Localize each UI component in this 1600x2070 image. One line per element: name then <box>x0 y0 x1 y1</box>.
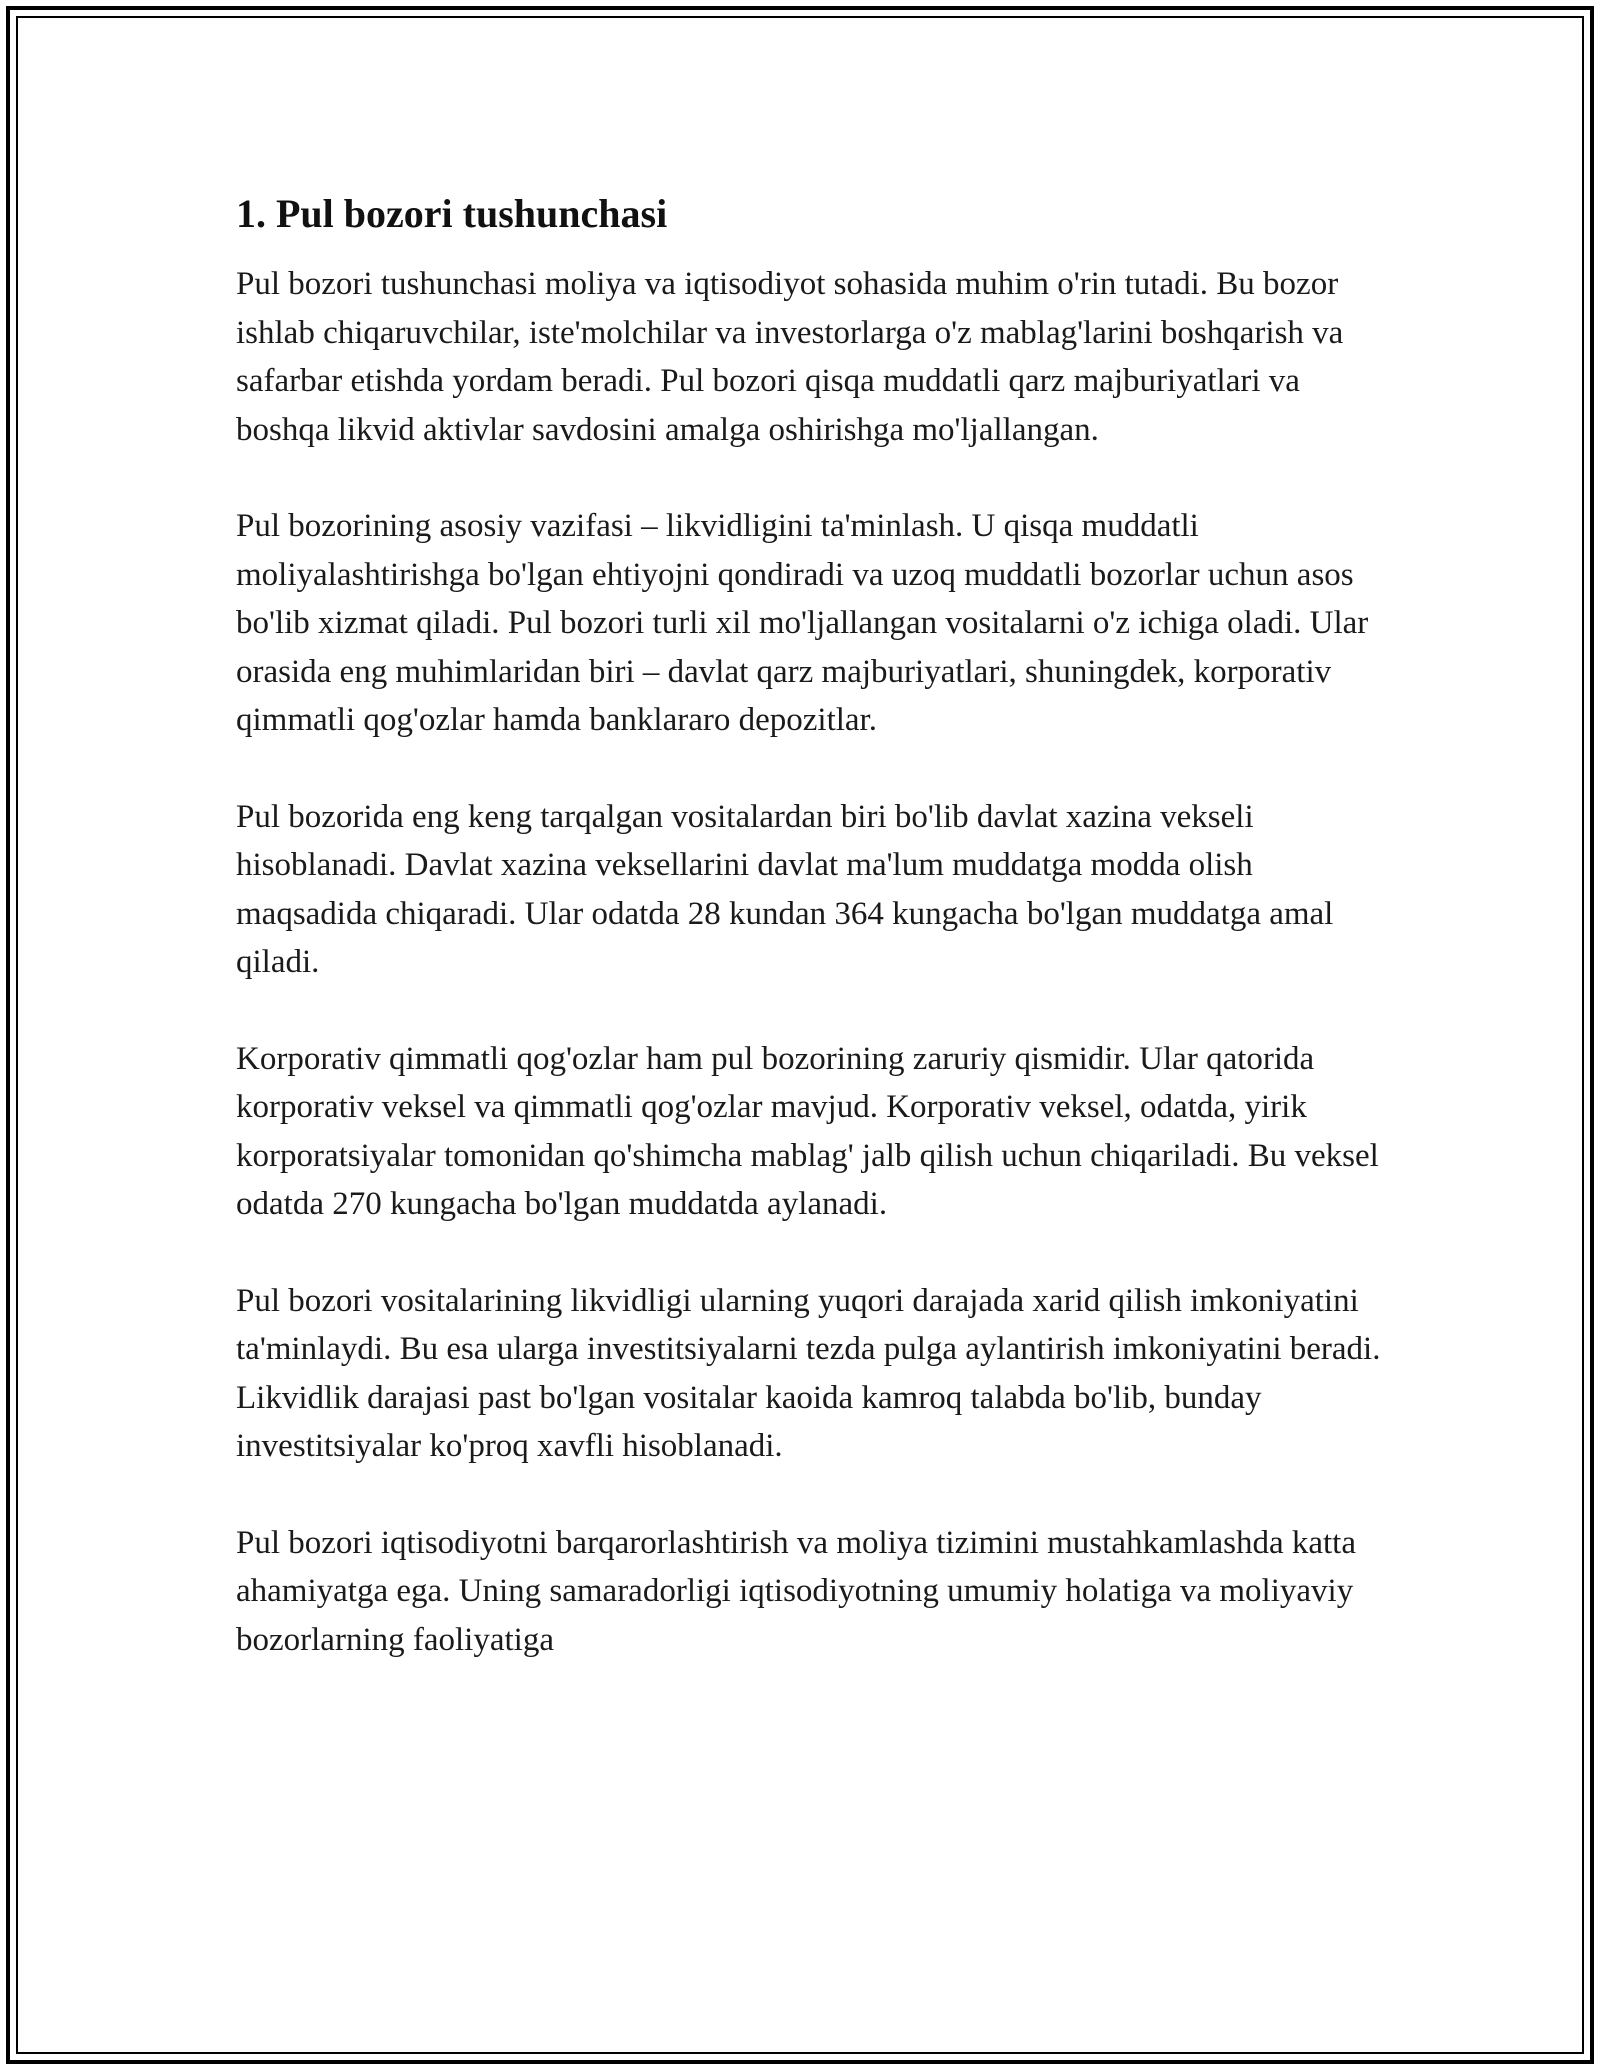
paragraph-6: Pul bozori iqtisodiyotni barqarorlashtirish va moliya tizimini mustahkamlashda katta ahamiyatga ega. Uning samaradorligi iqtisodiyotning umumiy holatiga va moliyaviy bozorlarning faoliyatiga <box>236 1524 1356 1658</box>
paragraph-4: Korporativ qimmatli qog'ozlar ham pul bozorining zaruriy qismidir. Ular qatorida korporativ veksel va qimmatli qog'ozlar mavjud. Korporativ veksel, odatda, yirik korporatsiyalar tomonidan qo'shimcha mablag' jalb qilish uchun chiqariladi. Bu veksel odatda 270 kungacha bo'lgan muddatda aylanadi. <box>236 1040 1379 1222</box>
paragraph-2: Pul bozorining asosiy vazifasi – likvidligini ta'minlash. U qisqa muddatli moliyalashtirishga bo'lgan ehtiyojni qondiradi va uzoq muddatli bozorlar uchun asos bo'lib xizmat qiladi. Pul bozori turli xil mo'ljallangan vositalarni o'z ichiga oladi. Ular orasida eng muhimlaridan biri – davlat qarz majburiyatlari, shuningdek, korporativ qimmatli qog'ozlar hamda banklararo depozitlar. <box>236 508 1369 738</box>
document-body <box>236 188 1386 1712</box>
section-heading: 1. Pul bozori tushunchasi <box>236 191 668 236</box>
paragraph-3: Pul bozorida eng keng tarqalgan vositalardan biri bo'lib davlat xazina vekseli hisoblanadi. Davlat xazina veksellarini davlat ma'lum muddatga modda olish maqsadida chiqaradi. Ular odatda 28 kundan 364 kungacha bo'lgan muddatga amal qiladi. <box>236 798 1334 980</box>
paragraph-1: Pul bozori tushunchasi moliya va iqtisodiyot sohasida muhim o'rin tutadi. Bu bozor ishlab chiqaruvchilar, iste'molchilar va investorlarga o'z mablag'larini boshqarish va safarbar etishda yordam beradi. Pul bozori qisqa muddatli qarz majburiyatlari va boshqa likvid aktivlar savdosini amalga oshirishga mo'ljallangan. <box>236 266 1344 448</box>
paragraph-5: Pul bozori vositalarining likvidligi ularning yuqori darajada xarid qilish imkoniyatini ta'minlaydi. Bu esa ularga investitsiyalarni tezda pulga aylantirish imkoniyatini beradi. Likvidlik darajasi past bo'lgan vositalar kaoida kamroq talabda bo'lib, bunday investitsiyalar ko'proq xavfli hisoblanadi. <box>236 1282 1381 1464</box>
